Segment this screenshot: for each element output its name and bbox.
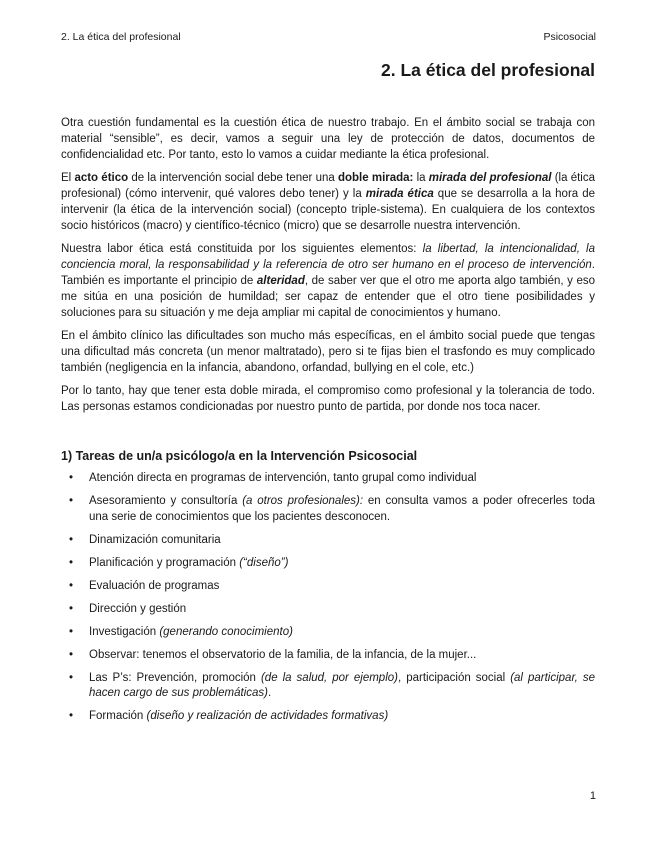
item-text: Dinamización comunitaria: [89, 533, 221, 546]
p3-italic-elements: la libertad, la intencionalidad, la conciencia moral, la responsabilidad y la referencia de otro ser humano en el proceso de intervención: [61, 243, 596, 271]
item-text: Investigación: [89, 625, 160, 638]
p2-bold-doble-mirada: doble mirada:: [337, 172, 414, 184]
item-italic: (a otros profesionales):: [242, 495, 364, 507]
p3-bold-italic-alteridad: alteridad: [256, 275, 305, 287]
item-text: Observar: tenemos el observatorio de la familia, de la infancia, de la mujer...: [89, 648, 477, 661]
item-text: Evaluación de programas: [89, 579, 220, 592]
p3-text-a: Nuestra labor ética está constituida por los siguientes elementos:: [61, 243, 423, 255]
task-list: [61, 471, 595, 725]
p2-text-a: El: [61, 172, 75, 184]
item-text: Asesoramiento y consultoría: [89, 495, 243, 507]
item-text-2: , participación social: [398, 671, 511, 684]
item-italic: (de la salud, por ejemplo): [260, 671, 398, 684]
item-italic-2: (al participar, se hacen cargo de sus problemáticas): [89, 671, 595, 699]
item-text: Las P’s: Prevención, promoción: [89, 671, 261, 684]
list-item: [61, 556, 595, 572]
list-item: [61, 709, 595, 725]
p2-bold-italic-mirada-etica: mirada ética: [365, 188, 434, 200]
list-item: [61, 579, 595, 595]
item-text: Dirección y gestión: [89, 602, 187, 615]
list-item: [61, 471, 595, 487]
page-number: 1: [589, 790, 596, 802]
paragraph-2: [61, 170, 595, 234]
page-title: 2. La ética del profesional: [381, 60, 595, 80]
paragraph-5: Por lo tanto, hay que tener esta doble mirada, el compromiso como profesional y la tolerancia de todo. Las personas estamos condicionadas por nuestro punto de partida, por donde nos toca nacer.: [61, 385, 595, 413]
list-item: [61, 671, 595, 702]
running-header-left: 2. La ética del profesional: [61, 31, 181, 43]
item-text: Formación: [89, 710, 147, 722]
item-italic: (“diseño”): [239, 556, 289, 569]
list-item: [61, 494, 595, 525]
p2-text-i: que se desarrolla a la hora de intervenir (la ética de la intervención social) (concepto triple-sistema). En cualquiera de los contextos socio históricos (macro) y científico-técnico (micro) que se desarrolle nuestra intervención.: [61, 188, 595, 232]
item-text: Planificación y programación: [89, 556, 240, 569]
document-body: [61, 115, 595, 732]
item-text-3: .: [268, 687, 272, 699]
list-item: [61, 648, 595, 664]
p2-text-e: la: [413, 172, 429, 184]
list-item: [61, 602, 595, 618]
p2-bold-acto-etico: acto ético: [74, 172, 129, 184]
item-text-rest: en consulta vamos a poder ofrecerles toda una serie de conocimientos que los pacientes desconocen.: [89, 495, 595, 523]
paragraph-4: En el ámbito clínico las dificultades son mucho más específicas, en el ámbito social puede que tengas una dificultad más concreta (un menor maltratado), pero si te fijas bien el trasfondo es muy complicado también (negligencia en la infancia, abandono, orfandad, bullying en el cole, etc.): [61, 330, 595, 374]
p3-text-e: , de saber ver que el otro me aporta algo también, y eso me sitúa en una posición de humildad; ser capaz de entender que el otro tiene posibilidades y soluciones para su situación y me deja ampliar mi capital de conocimientos y humano.: [61, 275, 596, 319]
p2-text-c: de la intervención social debe tener una: [128, 172, 338, 184]
item-text: Atención directa en programas de intervención, tanto grupal como individual: [89, 472, 477, 484]
item-italic: (generando conocimiento): [159, 625, 293, 638]
section-heading: 1) Tareas de un/a psicólogo/a en la Intervención Psicosocial: [61, 449, 418, 463]
paragraph-1: Otra cuestión fundamental es la cuestión ética de nuestro trabajo. En el ámbito social se trabaja con material “sensible”, es decir, vamos a seguir una ley de protección de datos, documentos de confidencialidad etc. Por tanto, esto lo vamos a cuidar mediante la ética profesional.: [61, 117, 595, 161]
list-item: [61, 533, 595, 549]
p2-text-g: (la ética profesional) (cómo intervenir, qué valores debo tener) y la: [61, 172, 595, 200]
list-item: [61, 625, 595, 641]
running-header-right: Psicosocial: [543, 31, 596, 43]
p3-text-c: . También es importante el principio de: [61, 259, 595, 287]
item-italic: (diseño y realización de actividades formativas): [146, 710, 389, 722]
paragraph-3: [61, 241, 595, 321]
p2-bold-italic-mirada-profesional: mirada del profesional: [428, 172, 552, 184]
